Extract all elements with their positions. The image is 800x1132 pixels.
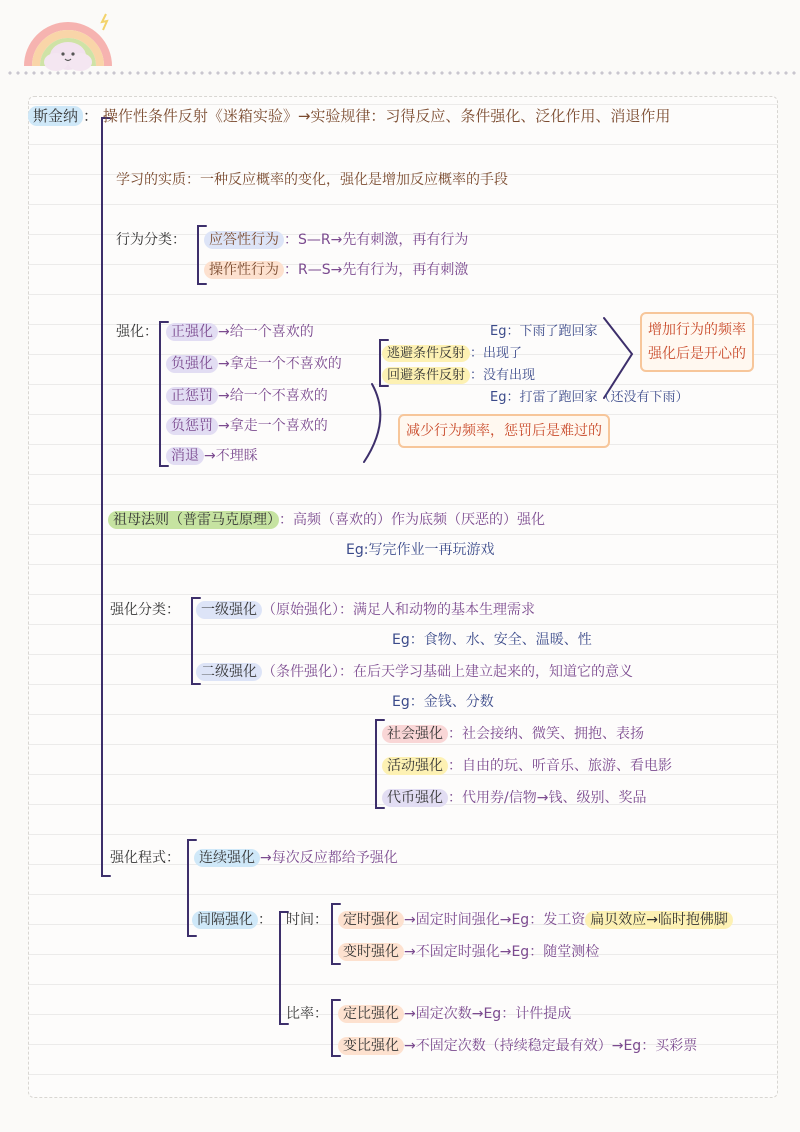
behavior-name: 操作性行为 <box>204 261 284 279</box>
primary-reinforce: 一级强化 （原始强化）：满足人和动物的基本生理需求 <box>196 600 535 620</box>
reinforce-item: 负强化 →拿走一个不喜欢的 <box>166 354 342 374</box>
reinforce-item: 正惩罚 →给一个不喜欢的 <box>166 386 328 406</box>
variable-time: 变时强化 →不固定时强化→Eg：随堂测检 <box>338 942 599 962</box>
title-row: 斯金纳 ： 操作性条件反射《迷箱实验》→实验规律：习得反应、条件强化、泛化作用、消退作用 <box>28 106 670 126</box>
fixed-time: 定时强化 →固定时间强化→Eg：发工资 扁贝效应→临时抱佛脚 <box>338 910 733 930</box>
title-line: 操作性条件反射《迷箱实验》→实验规律：习得反应、条件强化、泛化作用、消退作用 <box>102 107 671 125</box>
escape-reflex: 逃避条件反射 ：出现了 <box>382 344 522 364</box>
time-label: 时间： <box>286 912 328 928</box>
sub-reinforce-activity: 活动强化 ：自由的玩、听音乐、旅游、看电影 <box>382 756 672 776</box>
decrease-box: 减少行为频率，惩罚后是难过的 <box>398 414 610 448</box>
essence-text: 学习的实质：一种反应概率的变化，强化是增加反应概率的手段 <box>116 172 508 188</box>
rainbow-cloud-icon <box>18 8 118 74</box>
sub-reinforce-social: 社会强化 ：社会接纳、微笑、拥抱、表扬 <box>382 724 644 744</box>
avoid-eg: Eg：打雷了跑回家（还没有下雨） <box>490 390 689 405</box>
fixed-ratio: 定比强化 →固定次数→Eg：计件提成 <box>338 1004 571 1024</box>
schedule-label: 强化程式： <box>110 850 180 866</box>
reinforce-label: 强化： <box>116 324 158 340</box>
sub-reinforce-token: 代币强化 ：代用券/信物→钱、级别、奖品 <box>382 788 646 808</box>
increase-box: 增加行为的频率 强化后是开心的 <box>640 312 754 372</box>
escape-eg: Eg：下雨了跑回家 <box>490 324 598 339</box>
reinforce-item: 消退 →不理睬 <box>166 446 258 466</box>
primary-eg: Eg：食物、水、安全、温暖、性 <box>392 632 592 648</box>
dotted-divider <box>6 70 796 76</box>
behavior-desc: ：S—R→先有刺激，再有行为 <box>284 232 469 248</box>
behavior-label: 行为分类： <box>116 232 186 248</box>
title-label: 斯金纳 <box>28 106 83 126</box>
ratio-label: 比率： <box>286 1006 328 1022</box>
variable-ratio: 变比强化 →不固定次数（持续稳定最有效）→Eg：买彩票 <box>338 1036 697 1056</box>
reinforce-item: 负惩罚 →拿走一个喜欢的 <box>166 416 328 436</box>
secondary-reinforce: 二级强化 （条件强化）：在后天学习基础上建立起来的，知道它的意义 <box>196 662 633 682</box>
continuous-reinforce: 连续强化 →每次反应都给予强化 <box>194 848 398 868</box>
behavior-item-responsive <box>204 230 468 250</box>
behavior-name: 应答性行为 <box>204 231 284 249</box>
classification-label: 强化分类： <box>110 602 180 618</box>
grandma-rule: 祖母法则（普雷马克原理） ：高频（喜欢的）作为底频（厌恶的）强化 <box>108 510 545 530</box>
secondary-eg: Eg：金钱、分数 <box>392 694 494 710</box>
avoid-reflex: 回避条件反射 ：没有出现 <box>382 366 535 386</box>
grandma-eg: Eg:写完作业一再玩游戏 <box>346 542 495 558</box>
interval-reinforce: 间隔强化 ： <box>192 910 272 930</box>
behavior-desc: ：R—S→先有行为，再有刺激 <box>284 262 469 278</box>
behavior-item-operant <box>204 260 468 280</box>
reinforce-item: 正强化 →给一个喜欢的 <box>166 322 314 342</box>
